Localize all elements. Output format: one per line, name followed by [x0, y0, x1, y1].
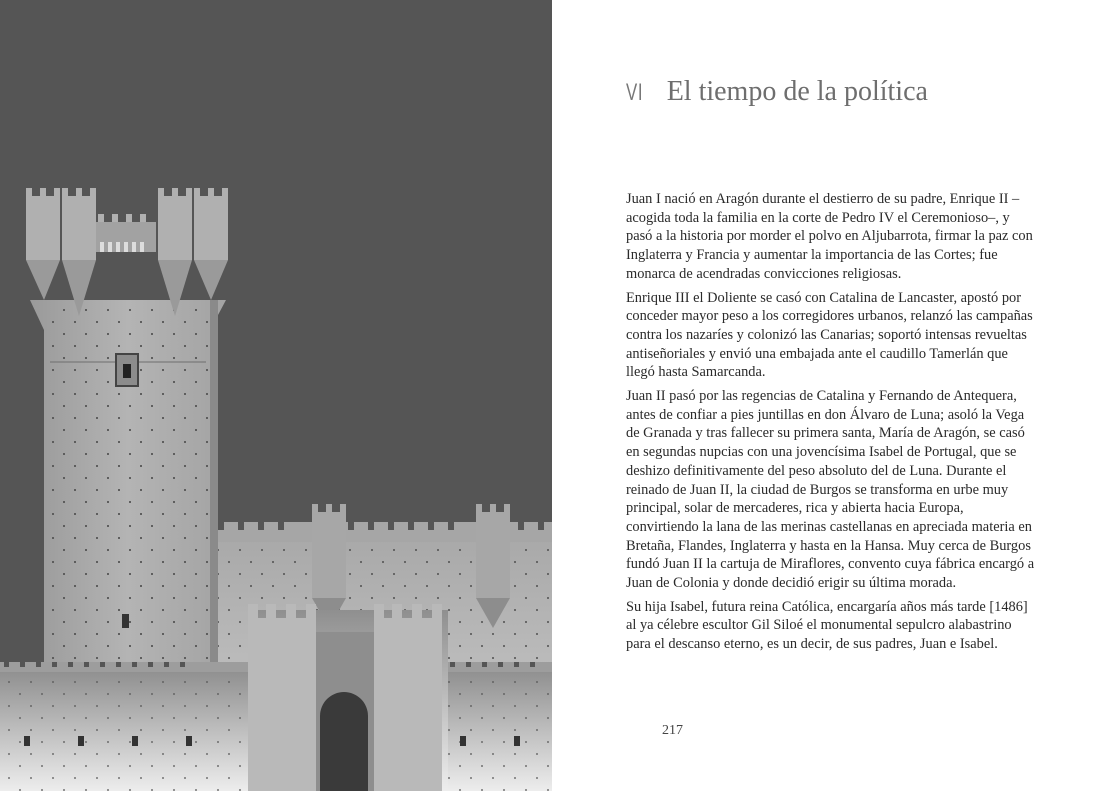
chapter-title: El tiempo de la política: [666, 76, 928, 107]
paragraph: Enrique III el Doliente se casó con Catalina de Lancaster, apostó por conceder mayor peso a los corregidores urbanos, relanzó las campañas contra los nazaríes y colonizó las Canarias; soportó intensas revueltas antiseñoriales y envió una embajada ante el caudillo Tamerlán que llegó hasta Samarcanda.: [626, 289, 1033, 381]
body-text: [626, 190, 1038, 659]
paragraph: Su hija Isabel, futura reina Católica, encargaría años más tarde [1486] al ya célebre escultor Gil Siloé el monumental sepulcro alabastrino para el descanso eterno, es un decir, de sus padres, Juan e Isabel.: [626, 598, 1028, 653]
text-page: [552, 0, 1104, 791]
chapter-numeral: VI: [626, 79, 644, 106]
paragraph: Juan II pasó por las regencias de Catalina y Fernando de Antequera, antes de confiar a pies juntillas en don Álvaro de Luna; asoló la Vega de Granada y tras fallecer su primera santa, María de Aragón, se casó en segundas nupcias con una jovencísima Isabel de Portugal, que se deshizo definitivamente del peso absoluto del de Luna. Durante el reinado de Juan II, la ciudad de Burgos se transforma en urbe muy principal, solar de mercaderes, rica y abierta hacia Europa, convirtiendo la lana de las merinas castellanas en apreciada materia en Bretaña, Flandes, Inglaterra y hasta en la Hansa. Muy cerca de Burgos fundó Juan II la cartuja de Miraflores, convento cuya fábrica encargó a Juan de Colonia y donde decidió erigir su última morada.: [626, 388, 1035, 592]
paragraph: Juan I nació en Aragón durante el destierro de su padre, Enrique II –acogida toda la familia en la corte de Pedro IV el Ceremonioso–, y pasó a la historia por morder el polvo en Aljubarrota, firmar la paz con Inglaterra y Francia y aumentar la importancia de las Cortes; fue monarca de acendradas convicciones religiosas.: [626, 191, 1033, 282]
chapter-heading: [626, 76, 928, 108]
page-number: 217: [662, 723, 683, 738]
